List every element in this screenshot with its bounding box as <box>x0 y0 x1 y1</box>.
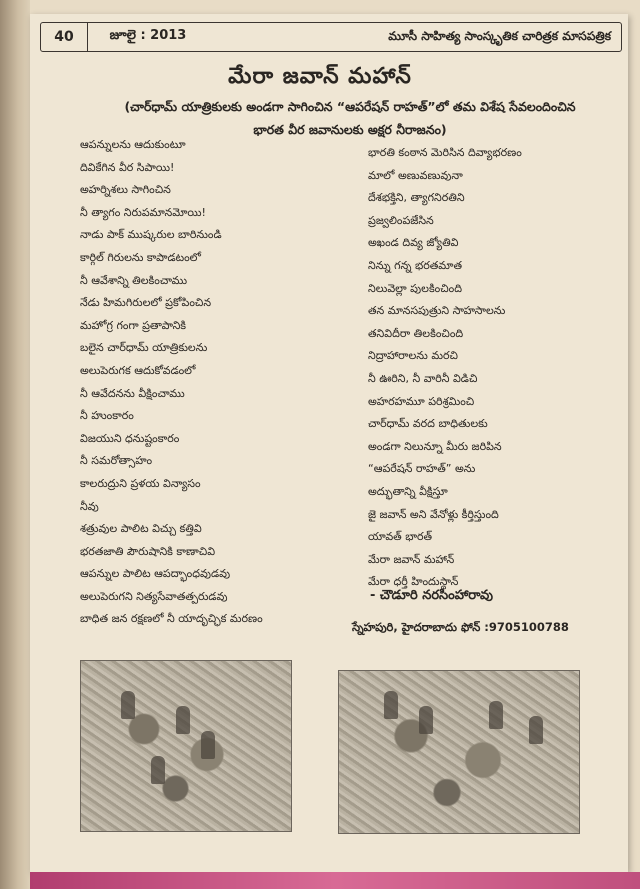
poem-line: అహరహమూ పరిశ్రమించి <box>368 394 475 408</box>
page-spine <box>0 0 30 889</box>
poem-line: ప్రజ్వలింపజేసిన <box>368 213 434 227</box>
poem-line: “ఆపరేషన్ రాహత్” అను <box>368 462 476 476</box>
page-header <box>40 22 622 52</box>
poem-line: అఖండ దివ్య జ్యోతివి <box>368 236 459 250</box>
poem-left-column <box>80 134 340 631</box>
poem-line: నీ సమరోత్సాహం <box>80 454 153 468</box>
poem-line: నీ హుంకారం <box>80 409 134 423</box>
poem-line: ఆపన్నుల పాలిట ఆపద్భాంధవుడవు <box>80 567 231 581</box>
poem-line: నీ ఆవేదనను వీక్షించాము <box>80 386 185 400</box>
poem-line: మాలో అణువణువునా <box>368 168 463 182</box>
poem-line: నీ ఊరిని, నీ వారినీ విడిచి <box>368 371 478 385</box>
poem-line: మేరా జవాన్ మహాన్ <box>368 552 455 566</box>
poem-line: నిద్రాహారాలను మరచి <box>368 349 458 363</box>
poem-line: జై జవాన్ అని వేనోళ్లు కీర్తిస్తుంది <box>368 507 499 521</box>
poem-line: దివికేగిన వీర సిపాయి! <box>80 160 175 174</box>
issue-date: జూలై : 2013 <box>109 28 187 43</box>
poem-line: భారతి కంఠాన మెరిసిన దివ్యాభరణం <box>368 146 522 159</box>
poem-line: దేశభక్తిని, త్యాగనిరతిని <box>368 191 465 205</box>
rescue-photo-right <box>338 670 580 834</box>
poem-title: మేరా జవాన్ మహాన్ <box>228 64 412 89</box>
author-address: స్నేహపురి, హైదరాబాదు ఫోన్ :9705100788 <box>352 620 569 634</box>
poem-line: అహర్నిశలు సాగించిన <box>80 183 171 197</box>
poem-line: కాలరుద్రుని ప్రళయ విన్యాసం <box>80 476 201 490</box>
poem-line: తన మానసపుత్రుని సాహసాలను <box>368 304 506 318</box>
poem-line: నీవు <box>80 499 99 513</box>
poem-line: శత్రువుల పాలిట విచ్చు కత్తివి <box>80 522 202 536</box>
rescue-photo-left <box>80 660 292 832</box>
poem-line: నిన్ను గన్న భరతమాత <box>368 258 463 272</box>
poem-line: నాడు పాక్ ముష్కరుల బారినుండి <box>80 228 222 242</box>
poem-right-column <box>368 142 618 594</box>
page-number: 40 <box>41 23 88 51</box>
poem-line: చార్‌ధామ్ వరద బాధితులకు <box>368 417 488 431</box>
poem-line: బలైన చార్‌ధామ్ యాత్రికులను <box>80 341 208 355</box>
poem-line: యావత్ భారత్ <box>368 530 433 544</box>
poem-line: నీ త్యాగం నిరుపమానమోయి! <box>80 205 206 219</box>
poem-line: అలుపెరుగని నిత్యసేవాతత్పరుడవు <box>80 589 228 603</box>
magazine-name: మూసీ సాహిత్య సాంస్కృతిక చారిత్రక మాసపత్రిక <box>388 28 611 43</box>
poem-line: నీ ఆవేశాన్ని తిలకించాము <box>80 273 188 287</box>
poem-line: అండగా నిలున్నూ మీరు జరిపిన <box>368 439 502 453</box>
poem-line: అద్భుతాన్ని వీక్షిస్తూ <box>368 484 448 498</box>
poem-line: అలుపెరుగక ఆదుకోవడంలో <box>80 363 196 377</box>
poem-line: విజయుని ధనుష్టంకారం <box>80 431 180 445</box>
poem-line: బాధిత జన రక్షణలో నీ యాదృచ్ఛిక మరణం <box>80 612 263 626</box>
poem-line: నిలువెల్లా పులకించింది <box>368 281 463 295</box>
poem-line: ఆపన్నులను ఆదుకుంటూ <box>80 138 186 151</box>
subtitle-line: భారత వీర జవానులకు అక్షర నీరాజనం) <box>253 122 447 137</box>
poem-line: మహోగ్ర గంగా ప్రతాపానికి <box>80 318 187 332</box>
poem-line: కార్గిల్ గిరులను కాపాడటంలో <box>80 250 201 264</box>
poem-author: - చౌడూరి నరసింహారావు <box>370 588 493 603</box>
poem-line: భరతజాతి పౌరుషానికి కాణాచివి <box>80 544 216 558</box>
cover-edge-strip <box>30 872 640 889</box>
poem-line: మేరా ధర్తీ హిందుస్థాన్ <box>368 575 459 589</box>
poem-line: నేడు హిమగిరులలో ప్రకోపించిన <box>80 296 212 310</box>
subtitle-line: (చార్‌ధామ్ యాత్రికులకు అండగా సాగించిన “ఆపరేషన్ రాహత్”లో తమ విశేష సేవలందించిన <box>124 99 576 114</box>
poem-line: తనివిదీరా తిలకించింది <box>368 326 464 340</box>
